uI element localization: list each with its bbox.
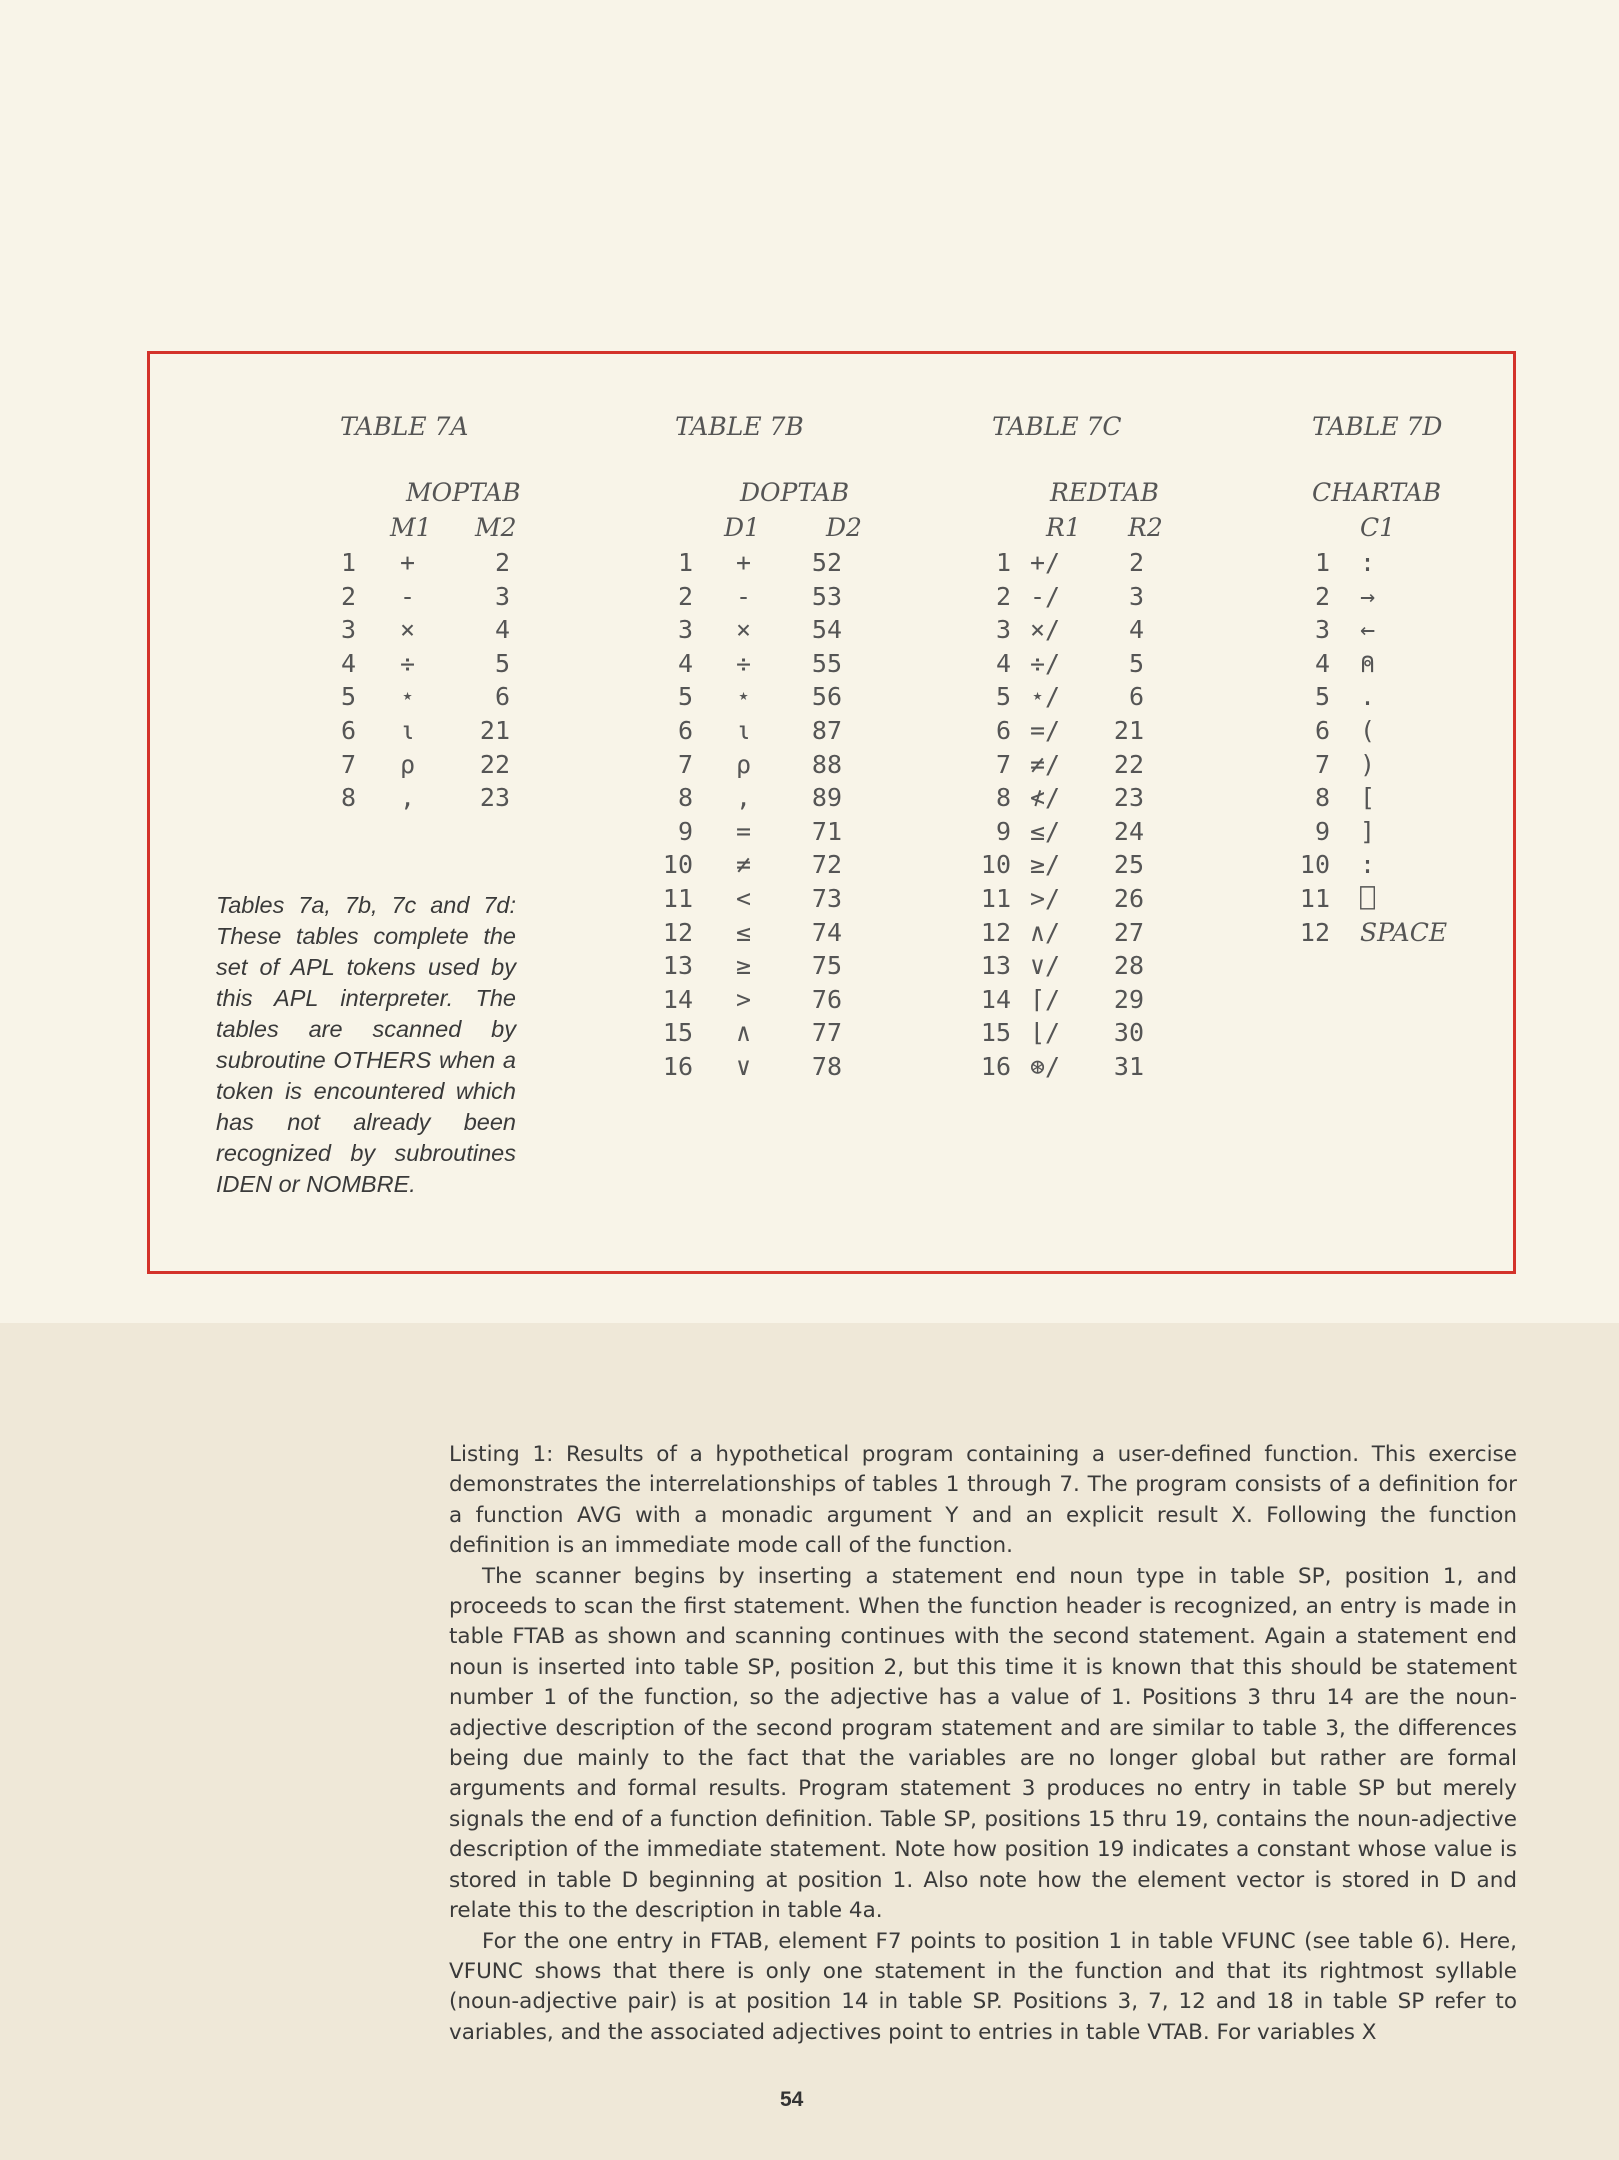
row-index: 9 bbox=[1314, 816, 1330, 846]
listing-text bbox=[449, 1440, 1517, 2048]
row-index: 8 bbox=[677, 783, 693, 813]
token-symbol: ι bbox=[400, 716, 416, 745]
row-index: 6 bbox=[995, 716, 1011, 745]
token-symbol: : bbox=[1360, 548, 1376, 577]
token-symbol: [ bbox=[1360, 783, 1376, 813]
row-index: 4 bbox=[340, 648, 356, 678]
token-value: 6 bbox=[1128, 682, 1144, 712]
token-symbol: ≠/ bbox=[1030, 749, 1061, 779]
token-symbol: ≥/ bbox=[1030, 850, 1061, 880]
token-symbol: - bbox=[736, 581, 752, 611]
token-symbol: ×/ bbox=[1030, 615, 1061, 645]
token-symbol: ρ bbox=[736, 749, 752, 779]
token-symbol: ⊛/ bbox=[1030, 1052, 1061, 1081]
token-value: 2 bbox=[1128, 548, 1144, 577]
token-value: 54 bbox=[811, 615, 842, 645]
token-value: 3 bbox=[1128, 581, 1144, 611]
row-index: 6 bbox=[677, 716, 693, 745]
row-index: 16 bbox=[980, 1052, 1011, 1081]
row-index: 3 bbox=[995, 615, 1011, 645]
token-value: 71 bbox=[811, 816, 842, 846]
row-index: 15 bbox=[980, 1018, 1011, 1048]
token-symbol: ⍝ bbox=[1360, 648, 1376, 678]
token-symbol: ) bbox=[1360, 749, 1376, 779]
token-value: 56 bbox=[811, 682, 842, 712]
token-symbol: ⋆/ bbox=[1030, 682, 1061, 712]
token-symbol: > bbox=[736, 984, 752, 1014]
token-value: 53 bbox=[811, 581, 842, 611]
row-index: 8 bbox=[995, 783, 1011, 813]
token-value: 55 bbox=[811, 648, 842, 678]
row-index: 7 bbox=[677, 749, 693, 779]
row-index: 11 bbox=[662, 884, 693, 913]
token-value: 28 bbox=[1113, 951, 1144, 981]
token-value: 78 bbox=[811, 1052, 842, 1081]
token-symbol: ι bbox=[736, 716, 752, 745]
table-title: TABLE 7D bbox=[1312, 412, 1443, 441]
token-value: 75 bbox=[811, 951, 842, 981]
page-number: 54 bbox=[780, 2088, 804, 2111]
row-index: 7 bbox=[995, 749, 1011, 779]
tables-caption: Tables 7a, 7b, 7c and 7d: These tables complete the set of APL tokens used by this APL interpreter. The tables are scanned by subroutine OTHERS when a token is encountered which has not already been recognized by subroutines IDEN or NOMBRE. bbox=[216, 892, 516, 1197]
row-index: 10 bbox=[662, 850, 693, 880]
row-index: 9 bbox=[995, 816, 1011, 846]
row-index: 8 bbox=[1314, 783, 1330, 813]
token-symbol: , bbox=[736, 783, 752, 813]
token-value: 87 bbox=[811, 716, 842, 745]
token-value: 24 bbox=[1113, 816, 1144, 846]
token-symbol: >/ bbox=[1030, 884, 1061, 913]
table-name: CHARTAB bbox=[1312, 478, 1442, 507]
row-index: 1 bbox=[340, 548, 356, 577]
token-value: 30 bbox=[1113, 1018, 1144, 1048]
row-index: 16 bbox=[662, 1052, 693, 1081]
token-value: 6 bbox=[494, 682, 510, 712]
token-symbol: ⋆ bbox=[736, 682, 752, 712]
token-symbol: =/ bbox=[1030, 716, 1061, 745]
column-header: C1 bbox=[1360, 513, 1396, 542]
token-value: 29 bbox=[1113, 984, 1144, 1014]
row-index: 7 bbox=[340, 749, 356, 779]
token-symbol: ⎕ bbox=[1360, 884, 1376, 913]
row-index: 5 bbox=[1314, 682, 1330, 712]
token-value: 52 bbox=[811, 548, 842, 577]
row-index: 14 bbox=[662, 984, 693, 1014]
token-symbol: ≤ bbox=[736, 917, 752, 947]
row-index: 11 bbox=[1299, 884, 1330, 913]
token-value: 88 bbox=[811, 749, 842, 779]
token-symbol: ∧/ bbox=[1030, 917, 1061, 947]
token-value: 72 bbox=[811, 850, 842, 880]
row-index: 11 bbox=[980, 884, 1011, 913]
token-symbol: → bbox=[1360, 581, 1376, 611]
row-index: 5 bbox=[340, 682, 356, 712]
token-symbol: SPACE bbox=[1360, 917, 1448, 947]
table-title: TABLE 7B bbox=[675, 412, 804, 441]
token-symbol: ← bbox=[1360, 615, 1376, 645]
token-symbol: -/ bbox=[1030, 581, 1061, 611]
token-symbol: ∨ bbox=[736, 1052, 752, 1081]
row-index: 12 bbox=[980, 917, 1011, 947]
token-value: 3 bbox=[494, 581, 510, 611]
token-value: 21 bbox=[479, 716, 510, 745]
token-symbol: ( bbox=[1360, 716, 1376, 745]
row-index: 6 bbox=[340, 716, 356, 745]
token-symbol: ÷/ bbox=[1030, 648, 1061, 678]
token-symbol: ≠ bbox=[736, 850, 752, 880]
column-header: D2 bbox=[826, 513, 862, 542]
token-value: 73 bbox=[811, 884, 842, 913]
row-index: 10 bbox=[980, 850, 1011, 880]
row-index: 12 bbox=[662, 917, 693, 947]
column-header: R1 bbox=[1046, 513, 1081, 542]
table-title: TABLE 7C bbox=[992, 412, 1122, 441]
token-value: 74 bbox=[811, 917, 842, 947]
token-symbol: ∧ bbox=[736, 1018, 752, 1048]
token-symbol: , bbox=[400, 783, 416, 813]
row-index: 2 bbox=[340, 581, 356, 611]
token-symbol: . bbox=[1360, 682, 1376, 712]
token-value: 31 bbox=[1113, 1052, 1144, 1081]
token-value: 23 bbox=[1113, 783, 1144, 813]
row-index: 2 bbox=[1314, 581, 1330, 611]
row-index: 7 bbox=[1314, 749, 1330, 779]
table-name: DOPTAB bbox=[740, 478, 850, 507]
token-value: 5 bbox=[1128, 648, 1144, 678]
row-index: 15 bbox=[662, 1018, 693, 1048]
token-symbol: ⋆ bbox=[400, 682, 416, 712]
row-index: 3 bbox=[1314, 615, 1330, 645]
listing-paragraph: Listing 1: Results of a hypothetical program containing a user-defined function. This exercise demonstrates the interrelationships of tables 1 through 7. The program consists of a definition for a function AVG with a monadic argument Y and an explicit result X. Following the function definition is an immediate mode call of the function. bbox=[449, 1442, 1517, 1559]
row-index: 13 bbox=[662, 951, 693, 981]
row-index: 13 bbox=[980, 951, 1011, 981]
token-symbol: × bbox=[736, 615, 752, 645]
row-index: 6 bbox=[1314, 716, 1330, 745]
token-value: 22 bbox=[1113, 749, 1144, 779]
token-symbol: ρ bbox=[400, 749, 416, 779]
token-value: 26 bbox=[1113, 884, 1144, 913]
row-index: 5 bbox=[995, 682, 1011, 712]
row-index: 10 bbox=[1299, 850, 1330, 880]
row-index: 2 bbox=[995, 581, 1011, 611]
token-symbol: = bbox=[736, 816, 752, 846]
table-name: MOPTAB bbox=[406, 478, 521, 507]
token-value: 21 bbox=[1113, 716, 1144, 745]
column-header: D1 bbox=[724, 513, 760, 542]
row-index: 3 bbox=[677, 615, 693, 645]
token-symbol: ≮/ bbox=[1030, 783, 1061, 813]
token-symbol: ∨/ bbox=[1030, 951, 1061, 981]
token-value: 25 bbox=[1113, 850, 1144, 880]
row-index: 1 bbox=[995, 548, 1011, 577]
token-value: 89 bbox=[811, 783, 842, 813]
token-symbol: + bbox=[400, 548, 416, 577]
row-index: 4 bbox=[1314, 648, 1330, 678]
row-index: 14 bbox=[980, 984, 1011, 1014]
token-symbol: ÷ bbox=[736, 648, 752, 678]
table-title: TABLE 7A bbox=[340, 412, 469, 441]
token-symbol: + bbox=[736, 548, 752, 577]
token-value: 22 bbox=[479, 749, 510, 779]
token-value: 4 bbox=[494, 615, 510, 645]
row-index: 9 bbox=[677, 816, 693, 846]
token-symbol: < bbox=[736, 884, 752, 913]
token-value: 2 bbox=[494, 548, 510, 577]
row-index: 1 bbox=[677, 548, 693, 577]
token-symbol: ≤/ bbox=[1030, 816, 1061, 846]
token-symbol: - bbox=[400, 581, 416, 611]
token-symbol: : bbox=[1360, 850, 1376, 880]
table-name: REDTAB bbox=[1050, 478, 1159, 507]
token-value: 5 bbox=[494, 648, 510, 678]
row-index: 4 bbox=[677, 648, 693, 678]
column-header: M1 bbox=[390, 513, 432, 542]
token-value: 27 bbox=[1113, 917, 1144, 947]
column-header: M2 bbox=[475, 513, 517, 542]
row-index: 2 bbox=[677, 581, 693, 611]
token-symbol: ⌈/ bbox=[1030, 984, 1061, 1014]
row-index: 4 bbox=[995, 648, 1011, 678]
row-index: 12 bbox=[1299, 917, 1330, 947]
token-value: 77 bbox=[811, 1018, 842, 1048]
token-value: 4 bbox=[1128, 615, 1144, 645]
column-header: R2 bbox=[1128, 513, 1163, 542]
token-symbol: ⌊/ bbox=[1030, 1018, 1061, 1048]
listing-paragraph: The scanner begins by inserting a statement end noun type in table SP, position 1, and proceeds to scan the first statement. When the function header is recognized, an entry is made in table FTAB as shown and scanning continues with the second statement. Again a statement end noun is inserted into table SP, position 2, but this time it is known that this should be statement number 1 of the function, so the adjective has a value of 1. Positions 3 thru 14 are the noun-adjective description of the second program statement and are similar to table 3, the differences being due mainly to the fact that the variables are no longer global but rather are formal arguments and formal results. Program statement 3 produces no entry in table SP but merely signals the end of a function definition. Table SP, positions 15 thru 19, contains the noun-adjective description of the immediate statement. Note how position 19 indicates a constant whose value is stored in table D beginning at position 1. Also note how the element vector is stored in D and relate this to the description in table 4a. bbox=[449, 1563, 1517, 1924]
row-index: 8 bbox=[340, 783, 356, 813]
listing-paragraph: For the one entry in FTAB, element F7 points to position 1 in table VFUNC (see table 6). Here, VFUNC shows that there is only one statement in the function and that its rightmost syllable (noun-adjective pair) is at position 14 in table SP. Positions 3, 7, 12 and 18 in table SP refer to variables, and the associated adjectives point to entries in table VTAB. For variables X bbox=[449, 1928, 1517, 2045]
row-index: 5 bbox=[677, 682, 693, 712]
row-index: 3 bbox=[340, 615, 356, 645]
row-index: 1 bbox=[1314, 548, 1330, 577]
token-value: 76 bbox=[811, 984, 842, 1014]
token-symbol: +/ bbox=[1030, 548, 1061, 577]
token-value: 23 bbox=[479, 783, 510, 813]
token-symbol: × bbox=[400, 615, 416, 645]
token-symbol: ÷ bbox=[400, 648, 416, 678]
token-symbol: ] bbox=[1360, 816, 1376, 846]
token-symbol: ≥ bbox=[736, 951, 752, 981]
